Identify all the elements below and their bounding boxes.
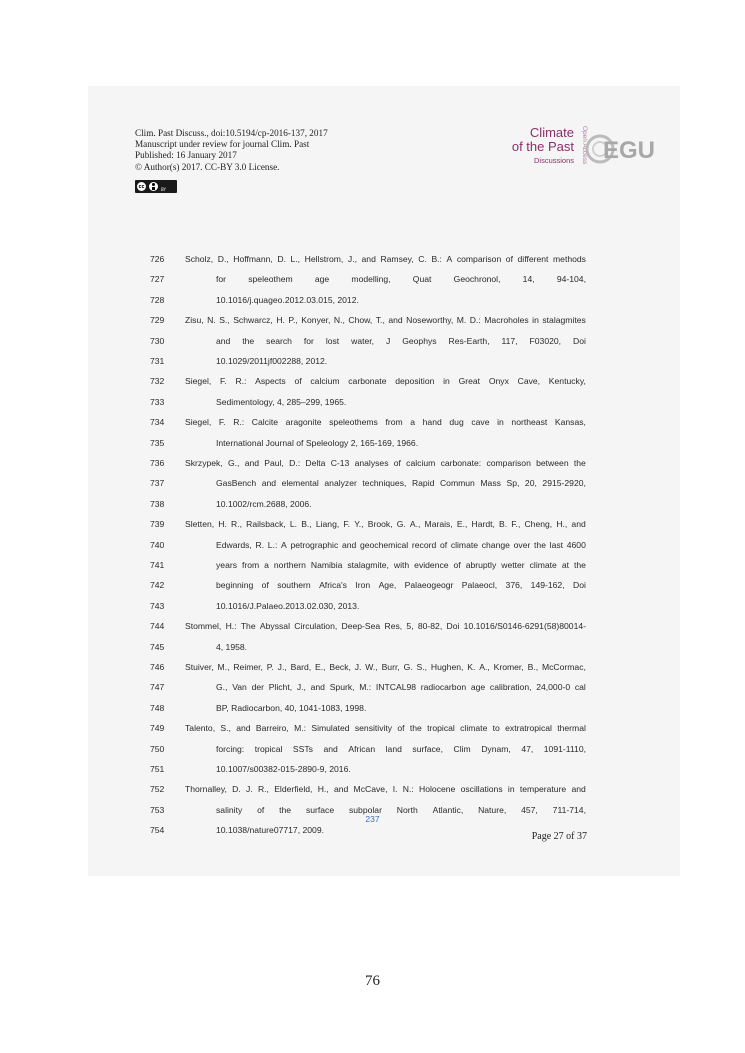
reference-line — [0, 476, 745, 490]
line-number: 726 — [150, 254, 165, 264]
line-number: 754 — [150, 825, 165, 836]
line-number: 731 — [150, 356, 165, 366]
journal-discussions-label: Discussions — [533, 156, 574, 165]
reference-text: 10.1002/rcm.2688, 2006. — [216, 498, 312, 509]
reference-line — [0, 782, 745, 796]
reference-line — [0, 680, 745, 694]
line-number: 733 — [150, 396, 165, 407]
reference-line — [0, 374, 745, 388]
by-label: BY — [161, 187, 166, 192]
journal-logo-text — [510, 126, 574, 166]
reference-line — [0, 497, 745, 511]
reference-line — [0, 456, 745, 470]
reference-text: International Journal of Speleology 2, 165-169, 1966. — [216, 437, 419, 448]
reference-line — [0, 395, 745, 409]
line-number: 747 — [150, 682, 165, 693]
reference-line — [0, 721, 745, 735]
reference-text: Edwards, R. L.: A petrographic and geochemical record of climate change over the last 4600 — [216, 539, 586, 550]
line-number: 741 — [150, 560, 165, 570]
reference-line — [0, 640, 745, 654]
line-number: 728 — [150, 294, 165, 305]
reference-line — [0, 558, 745, 572]
line-number: 740 — [150, 539, 165, 550]
reference-text: 10.1029/2011jf002288, 2012. — [216, 356, 328, 366]
line-number: 751 — [150, 764, 165, 774]
reference-text: 10.1016/J.Palaeo.2013.02.030, 2013. — [216, 600, 360, 611]
header-line-license: © Author(s) 2017. CC-BY 3.0 License. — [135, 161, 280, 172]
reference-text: Talento, S., and Barreiro, M.: Simulated sensitivity of the tropical climate to extratropical thermal — [185, 723, 586, 734]
line-number: 738 — [150, 498, 165, 509]
reference-text: 10.1038/nature07717, 2009. — [216, 825, 324, 836]
reference-line — [0, 538, 745, 552]
line-number: 743 — [150, 600, 165, 611]
reference-text: beginning of southern Africa's Iron Age, Palaeogeogr Palaeocl, 376, 149-162, Doi — [216, 580, 586, 591]
journal-name-line2: of the Past — [511, 139, 574, 154]
line-number: 732 — [150, 376, 165, 387]
reference-line — [0, 742, 745, 756]
reference-line — [0, 293, 745, 307]
line-number: 750 — [150, 743, 165, 754]
reference-text: 10.1007/s00382-015-2890-9, 2016. — [216, 764, 351, 774]
reference-line — [0, 578, 745, 592]
line-number: 752 — [150, 784, 165, 795]
svg-text:EGU: EGU — [603, 137, 656, 164]
reference-line — [0, 762, 745, 776]
reference-line — [0, 599, 745, 613]
cc-by-license-badge — [135, 180, 177, 193]
header-line-published: Published: 16 January 2017 — [135, 150, 237, 161]
reference-text: Scholz, D., Hoffmann, D. L., Hellstrom, J., and Ramsey, C. B.: A comparison of different methods — [185, 254, 586, 264]
reference-line — [0, 823, 745, 837]
open-access-label: Open Access — [581, 126, 588, 165]
reference-text: Stuiver, M., Reimer, P. J., Bard, E., Beck, J. W., Burr, G. S., Hughen, K. A., Kromer, B., McCormac, — [185, 662, 586, 672]
reference-text: Zisu, N. S., Schwarcz, H. P., Konyer, N., Chow, T., and Noseworthy, M. D.: Macroholes in stalagmites — [185, 315, 586, 326]
reference-text: for speleothem age modelling, Quat Geochronol, 14, 94-104, — [216, 274, 586, 285]
reference-text: and the search for lost water, J Geophys Res-Earth, 117, F03020, Doi — [216, 335, 586, 346]
journal-header — [135, 128, 328, 173]
inner-page-number: 237 — [365, 814, 380, 824]
reference-text: Siegel, F. R.: Aspects of calcium carbonate deposition in Great Onyx Cave, Kentucky, — [185, 376, 586, 387]
reference-text: 10.1016/j.quageo.2012.03.015, 2012. — [216, 294, 359, 305]
reference-line — [0, 619, 745, 633]
reference-text: G., Van der Plicht, J., and Spurk, M.: INTCAL98 radiocarbon age calibration, 24,000-0 cal — [216, 682, 586, 693]
egu-logo-icon — [586, 128, 656, 170]
reference-line — [0, 252, 745, 266]
reference-line — [0, 313, 745, 327]
reference-line — [0, 272, 745, 286]
line-number: 736 — [150, 458, 165, 468]
line-number: 748 — [150, 702, 165, 713]
line-number: 730 — [150, 335, 165, 346]
reference-line — [0, 701, 745, 715]
document-page-number: 76 — [365, 973, 380, 989]
reference-text: 4, 1958. — [216, 641, 248, 652]
reference-text: Siegel, F. R.: Calcite aragonite speleothems from a hand dug cave in northeast Kansas, — [185, 417, 586, 428]
reference-text: Skrzypek, G., and Paul, D.: Delta C-13 analyses of calcium carbonate: comparison between the — [185, 458, 586, 468]
reference-text: Sedimentology, 4, 285–299, 1965. — [216, 396, 347, 407]
line-number: 735 — [150, 437, 165, 448]
reference-line — [0, 334, 745, 348]
line-number: 746 — [150, 662, 165, 672]
line-number: 742 — [150, 580, 165, 591]
reference-text: forcing: tropical SSTs and African land surface, Clim Dynam, 47, 1091-1110, — [216, 743, 586, 754]
cc-icon: cc — [138, 183, 145, 190]
line-number: 745 — [150, 641, 165, 652]
reference-text: GasBench and elemental analyzer techniques, Rapid Commun Mass Sp, 20, 2915-2920, — [216, 478, 586, 489]
line-number: 729 — [150, 315, 165, 326]
line-number: 749 — [150, 723, 165, 734]
reference-text: Sletten, H. R., Railsback, L. B., Liang, F. Y., Brook, G. A., Marais, E., Hardt, B. F., Cheng, H., and — [185, 519, 586, 530]
reference-line — [0, 436, 745, 450]
line-number: 744 — [150, 621, 165, 632]
page-of-count: Page 27 of 37 — [531, 831, 587, 842]
reference-text: BP, Radiocarbon, 40, 1041-1083, 1998. — [216, 702, 367, 713]
header-line-review: Manuscript under review for journal Clim. Past — [135, 139, 310, 150]
header-line-citation: Clim. Past Discuss., doi:10.5194/cp-2016-137, 2017 — [135, 128, 328, 138]
reference-line — [0, 517, 745, 531]
reference-text: Stommel, H.: The Abyssal Circulation, Deep-Sea Res, 5, 80-82, Doi 10.1016/S0146-6291(58)80014- — [185, 621, 586, 632]
line-number: 727 — [150, 274, 165, 285]
line-number: 734 — [150, 417, 165, 428]
attribution-icon — [149, 182, 158, 191]
journal-name-line1: Climate — [529, 125, 574, 140]
line-number: 739 — [150, 519, 165, 530]
reference-text: salinity of the surface subpolar North Atlantic, Nature, 457, 711-714, — [216, 804, 586, 815]
reference-text: years from a northern Namibia stalagmite, with evidence of abruptly wetter climate at the — [216, 560, 586, 570]
reference-text: Thornalley, D. J. R., Elderfield, H., and McCave, I. N.: Holocene oscillations in temperature and — [185, 784, 586, 795]
line-number: 737 — [150, 478, 165, 489]
reference-line — [0, 354, 745, 368]
reference-line — [0, 415, 745, 429]
line-number: 753 — [150, 804, 165, 815]
reference-line — [0, 660, 745, 674]
